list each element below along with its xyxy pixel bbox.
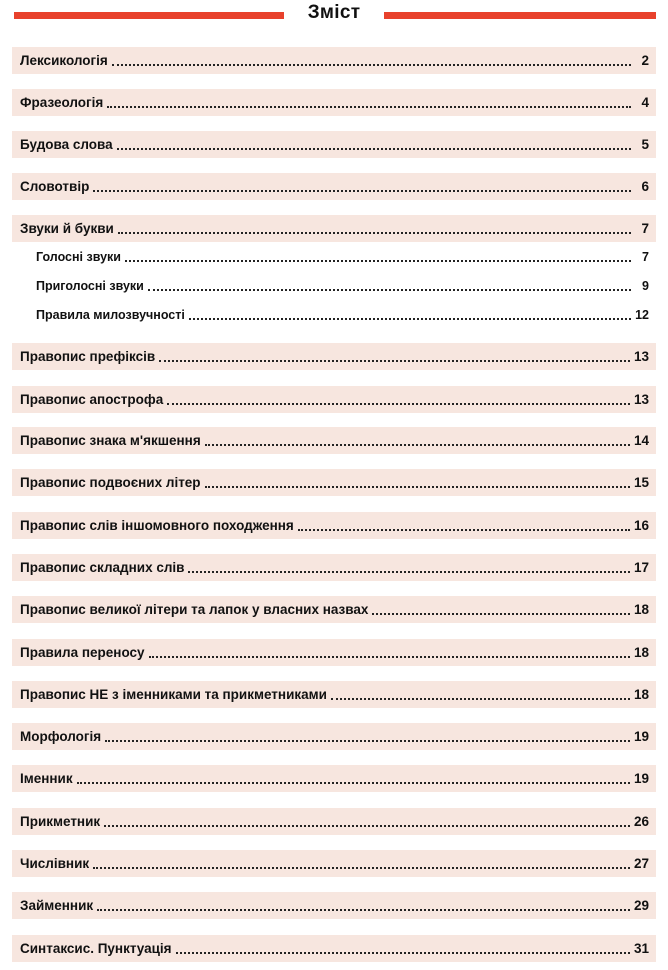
toc-entry[interactable] bbox=[12, 512, 656, 539]
toc-entry-title: Словотвір bbox=[20, 179, 90, 194]
toc-entry[interactable] bbox=[12, 639, 656, 666]
toc-entry-page: 13 bbox=[633, 392, 649, 407]
toc-entry[interactable] bbox=[12, 554, 656, 581]
toc-subentry[interactable] bbox=[36, 304, 656, 326]
toc-entry-title: Правопис слів іншомовного походження bbox=[20, 518, 294, 533]
toc-entry-page: 18 bbox=[633, 602, 649, 617]
toc-entry-title: Іменник bbox=[20, 771, 73, 786]
page-title: Зміст bbox=[307, 2, 361, 23]
dot-leader bbox=[205, 432, 630, 446]
toc-entry-title: Правила переносу bbox=[20, 645, 145, 660]
toc-entry-page: 5 bbox=[641, 137, 649, 152]
toc-entry-page: 26 bbox=[633, 814, 649, 829]
toc-entry-page: 17 bbox=[633, 560, 649, 575]
toc-entry[interactable] bbox=[12, 173, 656, 200]
toc-subentry-page: 9 bbox=[642, 279, 649, 293]
toc-entry-title: Будова слова bbox=[20, 137, 113, 152]
toc-subentry-page: 7 bbox=[642, 250, 649, 264]
toc-entry-page: 4 bbox=[641, 95, 649, 110]
toc-entry-page: 2 bbox=[641, 53, 649, 68]
dot-leader bbox=[205, 474, 630, 488]
dot-leader bbox=[188, 559, 630, 573]
toc-entry-page: 18 bbox=[633, 645, 649, 660]
dot-leader bbox=[148, 277, 631, 291]
dot-leader bbox=[107, 94, 631, 108]
toc-entry-page: 15 bbox=[633, 475, 649, 490]
toc-entry[interactable] bbox=[12, 215, 656, 242]
toc-entry[interactable] bbox=[12, 723, 656, 750]
dot-leader bbox=[125, 248, 631, 262]
toc-entry-page: 13 bbox=[633, 349, 649, 364]
toc-entry[interactable] bbox=[12, 386, 656, 413]
toc-entry-page: 18 bbox=[633, 687, 649, 702]
dot-leader bbox=[298, 517, 630, 531]
toc-entry[interactable] bbox=[12, 131, 656, 158]
dot-leader bbox=[118, 220, 631, 234]
dot-leader bbox=[104, 813, 630, 827]
toc-entry[interactable] bbox=[12, 596, 656, 623]
toc-entry-page: 29 bbox=[633, 898, 649, 913]
toc-entry-title: Правопис апострофа bbox=[20, 392, 164, 407]
toc-entry-page: 31 bbox=[633, 941, 649, 956]
dot-leader bbox=[331, 686, 630, 700]
toc-entry[interactable] bbox=[12, 681, 656, 708]
dot-leader bbox=[372, 601, 630, 615]
toc-subentry-title: Приголосні звуки bbox=[36, 279, 144, 293]
dot-leader bbox=[189, 306, 631, 320]
toc-entry-title: Правопис знака м'якшення bbox=[20, 433, 201, 448]
toc-entry-page: 16 bbox=[633, 518, 649, 533]
toc-subentry-title: Правила милозвучності bbox=[36, 308, 185, 322]
toc-entry-title: Правопис складних слів bbox=[20, 560, 185, 575]
toc-entry[interactable] bbox=[12, 89, 656, 116]
dot-leader bbox=[176, 940, 630, 954]
toc-subentry-title: Голосні звуки bbox=[36, 250, 121, 264]
dot-leader bbox=[97, 897, 630, 911]
toc-entry-title: Прикметник bbox=[20, 814, 101, 829]
toc-entry[interactable] bbox=[12, 427, 656, 454]
toc-entry-title: Морфологія bbox=[20, 729, 102, 744]
toc-subentry[interactable] bbox=[36, 246, 656, 268]
toc-entry-title: Фразеологія bbox=[20, 95, 104, 110]
toc-entry-title: Звуки й букви bbox=[20, 221, 114, 236]
toc-entry[interactable] bbox=[12, 935, 656, 962]
dot-leader bbox=[149, 644, 630, 658]
dot-leader bbox=[112, 52, 631, 66]
toc-subentry[interactable] bbox=[36, 275, 656, 297]
toc-subentry-page: 12 bbox=[635, 308, 649, 322]
toc-entry[interactable] bbox=[12, 343, 656, 370]
toc-entry[interactable] bbox=[12, 892, 656, 919]
toc-entry-title: Правопис великої літери та лапок у власних назвах bbox=[20, 602, 369, 617]
toc-entry-title: Правопис подвоєних літер bbox=[20, 475, 201, 490]
toc-entry[interactable] bbox=[12, 469, 656, 496]
dot-leader bbox=[93, 855, 630, 869]
toc-entry-page: 14 bbox=[633, 433, 649, 448]
toc-entry[interactable] bbox=[12, 808, 656, 835]
toc-entry[interactable] bbox=[12, 765, 656, 792]
dot-leader bbox=[93, 178, 631, 192]
toc-entry[interactable] bbox=[12, 47, 656, 74]
dot-leader bbox=[105, 728, 630, 742]
dot-leader bbox=[117, 136, 631, 150]
toc-entry-title: Правопис НЕ з іменниками та прикметниками bbox=[20, 687, 327, 702]
dot-leader bbox=[159, 348, 630, 362]
toc-entry-page: 7 bbox=[641, 221, 649, 236]
dot-leader bbox=[77, 770, 630, 784]
toc-entry[interactable] bbox=[12, 850, 656, 877]
toc-entry-title: Синтаксис. Пунктуація bbox=[20, 941, 172, 956]
toc-entry-page: 19 bbox=[633, 771, 649, 786]
toc-entry-title: Лексикологія bbox=[20, 53, 108, 68]
toc-entry-title: Займенник bbox=[20, 898, 94, 913]
toc-entry-title: Правопис префіксів bbox=[20, 349, 156, 364]
dot-leader bbox=[167, 391, 630, 405]
toc-entry-page: 6 bbox=[641, 179, 649, 194]
toc-entry-page: 27 bbox=[633, 856, 649, 871]
toc-entry-page: 19 bbox=[633, 729, 649, 744]
toc-entry-title: Числівник bbox=[20, 856, 90, 871]
